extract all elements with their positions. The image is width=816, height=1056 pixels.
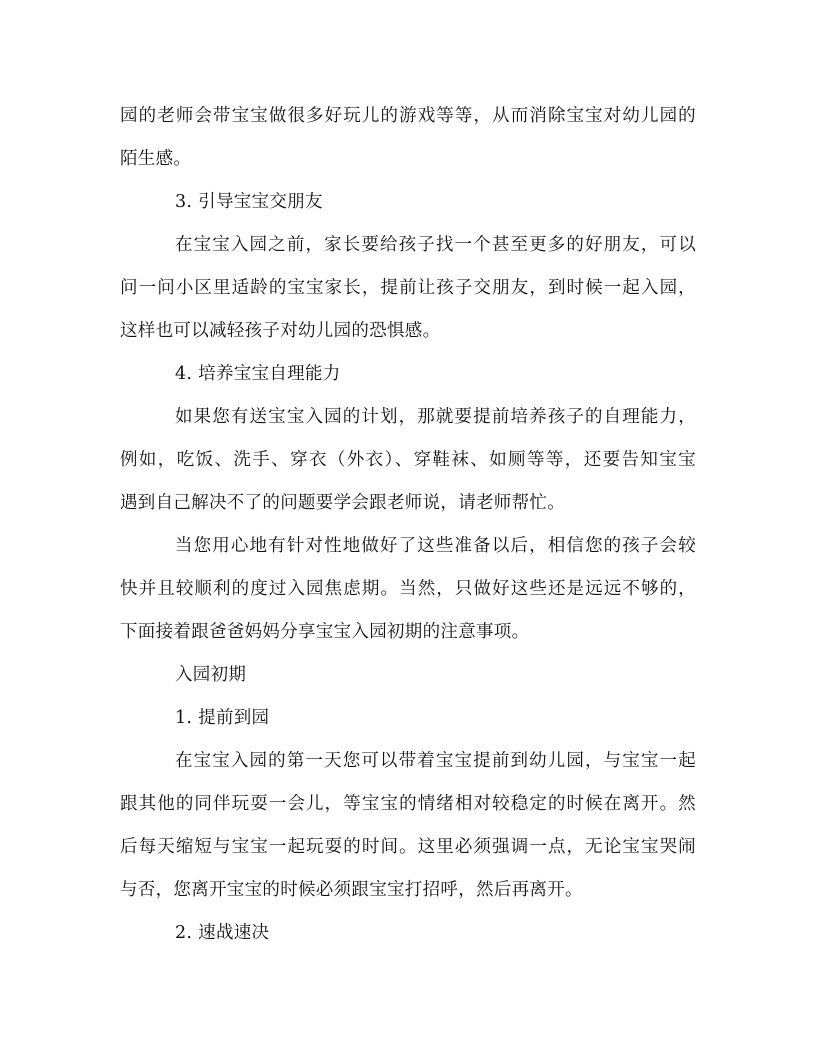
paragraph-line: 下面接着跟爸爸妈妈分享宝宝入园初期的注意事项。: [120, 622, 530, 642]
section-heading: 2. 速战速决: [175, 923, 270, 943]
paragraph-line: 园的老师会带宝宝做很多好玩儿的游戏等等，从而消除宝宝对幼儿园的: [120, 106, 696, 126]
section-heading: 1. 提前到园: [175, 708, 270, 728]
paragraph-line: 问一问小区里适龄的宝宝家长，提前让孩子交朋友，到时候一起入园，: [120, 278, 696, 298]
paragraph-line: 在宝宝入园之前，家长要给孩子找一个甚至更多的好朋友，可以: [175, 235, 696, 255]
paragraph-line: 遇到自己解决不了的问题要学会跟老师说，请老师帮忙。: [120, 493, 565, 513]
paragraph-line: 例如，吃饭、洗手、穿衣（外衣）、穿鞋袜、如厕等等，还要告知宝宝: [120, 450, 696, 470]
section-heading: 3. 引导宝宝交朋友: [175, 192, 323, 212]
paragraph-line: 快并且较顺利的度过入园焦虑期。当然，只做好这些还是远远不够的，: [120, 579, 696, 599]
paragraph-line: 当您用心地有针对性地做好了这些准备以后，相信您的孩子会较: [175, 536, 696, 556]
paragraph-line: 这样也可以减轻孩子对幼儿园的恐惧感。: [120, 321, 441, 341]
section-heading: 4. 培养宝宝自理能力: [175, 364, 341, 384]
paragraph-line: 跟其他的同伴玩耍一会儿，等宝宝的情绪相对较稳定的时候在离开。然: [120, 794, 696, 814]
paragraph-line: 与否，您离开宝宝的时候必须跟宝宝打招呼，然后再离开。: [120, 880, 583, 900]
paragraph-line: 如果您有送宝宝入园的计划，那就要提前培养孩子的自理能力，: [175, 407, 696, 427]
paragraph-line: 陌生感。: [120, 149, 192, 169]
paragraph-line: 在宝宝入园的第一天您可以带着宝宝提前到幼儿园，与宝宝一起: [175, 751, 696, 771]
section-heading: 入园初期: [175, 665, 247, 685]
paragraph-line: 后每天缩短与宝宝一起玩耍的时间。这里必须强调一点，无论宝宝哭闹: [120, 837, 696, 857]
